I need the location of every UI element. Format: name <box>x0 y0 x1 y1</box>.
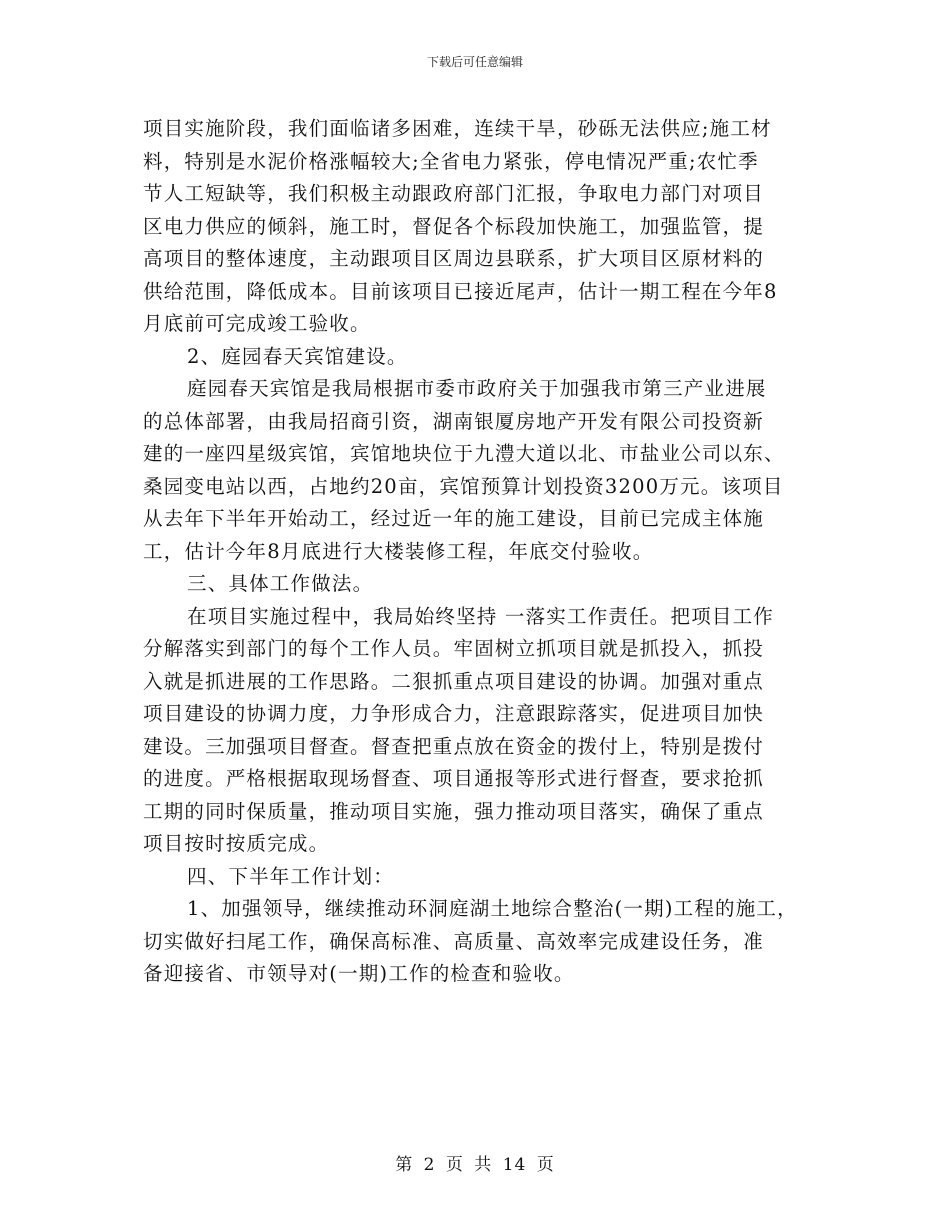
text-line: 备迎接省、市领导对(一期)工作的检查和验收。 <box>143 962 575 985</box>
text-line: 料，特别是水泥价格涨幅较大;全省电力紧张，停电情况严重;农忙季 <box>143 149 759 173</box>
text-line: 建设。三加强项目督查。督查把重点放在资金的拨付上，特别是拨付 <box>143 734 765 758</box>
text-line: 项目建设的协调力度，力争形成合力，注意跟踪落实，促进项目加快 <box>143 702 765 725</box>
text-line: 在项目实施过程中，我局始终坚持 一落实工作责任。把项目工作 <box>187 604 774 628</box>
text-line: 切实做好扫尾工作，确保高标准、高质量、高效率完成建设任务，准 <box>143 929 765 953</box>
text-line: 高项目的整体速度，主动跟项目区周边县联系，扩大项目区原材料的 <box>143 247 765 270</box>
page-header: 下载后可任意编辑 <box>426 55 523 69</box>
text-line: 建的一座四星级宾馆，宾馆地块位于九澧大道以北、市盐业公司以东、 <box>143 442 785 465</box>
text-line: 入就是抓进展的工作思路。二狠抓重点项目建设的协调。加强对重点 <box>143 669 765 693</box>
text-line: 的进度。严格根据取现场督查、项目通报等形式进行督查，要求抢抓 <box>143 767 765 790</box>
text-line: 庭园春天宾馆是我局根据市委市政府关于加强我市第三产业进展 <box>187 377 767 400</box>
text-line: 月底前可完成竣工验收。 <box>143 312 371 335</box>
text-line: 1、加强领导，继续推动环洞庭湖土地综合整治(一期)工程的施工， <box>187 897 798 920</box>
text-line: 从去年下半年开始动工，经过近一年的施工建设，目前已完成主体施 <box>143 507 765 530</box>
text-line: 项目按时按质完成。 <box>143 832 330 855</box>
text-line: 工，估计今年8月底进行大楼装修工程，年底交付验收。 <box>143 539 654 563</box>
text-line: 项目实施阶段，我们面临诸多困难，连续干旱，砂砾无法供应;施工材 <box>143 117 772 140</box>
section-heading: 三、具体工作做法。 <box>187 572 374 595</box>
text-line: 区电力供应的倾斜，施工时，督促各个标段加快施工，加强监管，提 <box>143 214 765 238</box>
text-line: 节人工短缺等，我们积极主动跟政府部门汇报，争取电力部门对项目 <box>143 182 765 205</box>
text-line: 桑园变电站以西，占地约20亩，宾馆预算计划投资3200万元。该项目 <box>143 474 784 498</box>
text-line: 供给范围，降低成本。目前该项目已接近尾声，估计一期工程在今年8 <box>143 279 778 303</box>
body-text <box>143 113 823 991</box>
section-heading: 2、庭园春天宾馆建设。 <box>187 344 408 368</box>
page-footer: 第 2 页 共 14 页 <box>395 1155 555 1175</box>
section-heading: 四、下半年工作计划： <box>187 864 395 888</box>
text-line: 工期的同时保质量，推动项目实施，强力推动项目落实，确保了重点 <box>143 799 765 823</box>
text-line: 分解落实到部门的每个工作人员。牢固树立抓项目就是抓投入，抓投 <box>143 637 765 660</box>
text-line: 的总体部署，由我局招商引资，湖南银厦房地产开发有限公司投资新 <box>143 409 765 433</box>
